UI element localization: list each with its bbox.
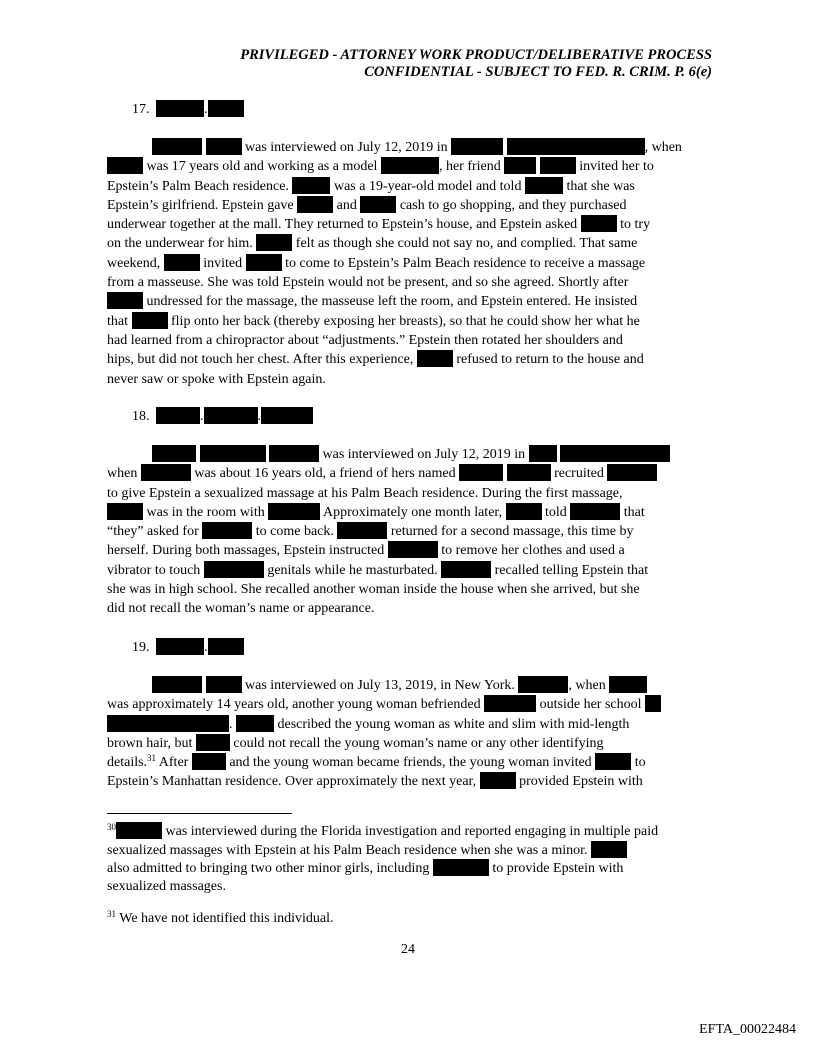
redaction-block <box>507 464 551 481</box>
redaction-block <box>297 196 333 213</box>
redaction-block <box>525 177 563 194</box>
text-segment: Epstein’s girlfriend. Epstein gave <box>107 197 294 213</box>
text-segment: brown hair, but <box>107 735 193 751</box>
redaction-block <box>507 138 645 155</box>
text-segment: when <box>107 466 138 482</box>
redaction-block <box>208 638 244 655</box>
text-segment: did not recall the woman’s name or appearance. <box>107 601 375 617</box>
text-segment: to provide Epstein with <box>492 861 624 876</box>
text-segment: felt as though she could not say no, and complied. That same <box>295 236 638 252</box>
footnote-30 <box>107 822 709 895</box>
section-18-heading: 18. . . <box>132 407 313 425</box>
text-segment: provided Epstein with <box>519 774 643 790</box>
text-segment: , her friend <box>438 159 501 175</box>
text-segment: was interviewed on July 13, 2019, in New York. <box>245 678 515 693</box>
redaction-block <box>388 541 438 558</box>
text-segment: that <box>623 504 645 520</box>
header-line-1: PRIVILEGED - ATTORNEY WORK PRODUCT/DELIBERATIVE PROCESS <box>240 47 712 63</box>
redaction-block <box>206 138 242 155</box>
redaction-block <box>441 561 491 578</box>
footnote-divider <box>107 813 292 814</box>
section-number: 18. <box>132 409 150 424</box>
text-segment: Epstein’s Manhattan residence. Over approximately the next year, <box>107 774 477 790</box>
redaction-block <box>164 254 200 271</box>
text-segment: to give Epstein a sexualized massage at his Palm Beach residence. During the first massage, <box>107 485 623 501</box>
text-segment: details. <box>107 755 148 771</box>
redaction-block <box>261 407 313 424</box>
text-segment: could not recall the young woman’s name or any other identifying <box>233 735 604 751</box>
text-segment: outside her school <box>539 697 642 713</box>
redaction-block <box>107 157 143 174</box>
redaction-block <box>156 100 204 117</box>
text-segment: on the underwear for him. <box>107 236 253 252</box>
redaction-block <box>141 464 191 481</box>
redaction-block <box>451 138 503 155</box>
redaction-block <box>132 312 168 329</box>
text-segment: recruited <box>554 466 604 482</box>
text-segment: was approximately 14 years old, another young woman befriended <box>107 697 481 713</box>
section-17-heading: 17. . <box>132 100 244 118</box>
text-segment: genitals while he masturbated. <box>267 562 438 578</box>
section-18-paragraph <box>107 445 709 619</box>
text-segment: undressed for the massage, the masseuse left the room, and Epstein entered. He insisted <box>146 294 638 310</box>
text-segment: that <box>107 313 128 329</box>
redaction-block <box>381 157 439 174</box>
section-19-heading: 19. . <box>132 638 244 656</box>
section-17-paragraph <box>107 138 709 389</box>
text-segment: flip onto her back (thereby exposing her breasts), so that he could show her what he <box>171 313 640 329</box>
redaction-block <box>107 715 229 732</box>
redaction-block <box>480 772 516 789</box>
bates-number: EFTA_00022484 <box>699 1022 796 1037</box>
redaction-block <box>192 753 226 770</box>
redaction-block <box>268 503 320 520</box>
section-19-paragraph: was interviewed on July 13, 2019, in New York. , when was approximately 14 years old, another young woman befriended outside her school . described the young woman as white and slim with mid-length brown hair, but could not recall the young woman’s name or any other identifying details.$^{31}$ After and the young woman became friends, the young woman invited to Epstein’s Manhattan residence. Over approximately the next year, provided Epstein with <box>107 676 709 792</box>
section-number: 19. <box>132 640 150 655</box>
redaction-block <box>337 522 387 539</box>
text-segment: sexualized massages. <box>107 878 226 894</box>
text-segment: that she was <box>566 178 635 194</box>
text-segment: to remove her clothes and used a <box>441 543 625 559</box>
header-line-2: CONFIDENTIAL - SUBJECT TO FED. R. CRIM. P. 6(e) <box>364 64 712 80</box>
text-segment: was interviewed on July 12, 2019 in <box>245 140 448 155</box>
redaction-block <box>269 445 319 462</box>
redaction-block <box>540 157 576 174</box>
redaction-block <box>433 859 489 876</box>
text-segment: returned for a second massage, this time by <box>390 524 634 540</box>
text-segment: told <box>545 504 567 520</box>
text-segment: sexualized massages with Epstein at his Palm Beach residence when she was a minor. <box>107 842 588 858</box>
text-segment: she was in high school. She recalled another woman inside the house when she arrived, but she <box>107 582 640 598</box>
text-segment: never saw or spoke with Epstein again. <box>107 371 326 387</box>
redaction-block <box>156 407 200 424</box>
redaction-block <box>459 464 503 481</box>
text-segment: to try <box>620 217 651 233</box>
text-segment: hips, but did not touch her chest. After this experience, <box>107 352 414 368</box>
text-segment: was interviewed during the Florida investigation and reported engaging in multiple paid <box>165 824 659 839</box>
redaction-block <box>116 822 162 839</box>
redaction-block <box>236 715 274 732</box>
redaction-block <box>570 503 620 520</box>
redaction-block <box>581 215 617 232</box>
redaction-block <box>246 254 282 271</box>
text-segment: described the young woman as white and slim with mid-length <box>277 716 630 732</box>
redaction-block <box>196 734 230 751</box>
redaction-block <box>360 196 396 213</box>
text-segment: to come to Epstein’s Palm Beach residence to receive a massage <box>285 255 646 271</box>
redaction-block <box>484 695 536 712</box>
text-segment: from a masseuse. She was told Epstein would not be present, and so she agreed. Shortly after <box>107 275 629 291</box>
privilege-header <box>240 47 712 81</box>
text-segment: was 17 years old and working as a model <box>146 159 378 175</box>
redaction-block <box>202 522 252 539</box>
footnote-31 <box>107 910 709 928</box>
redaction-block <box>206 676 242 693</box>
text-segment: Approximately one month later, <box>322 504 503 520</box>
section-number: 17. <box>132 102 150 117</box>
redaction-block <box>208 100 244 117</box>
redaction-block <box>200 445 266 462</box>
redaction-block <box>107 292 143 309</box>
text-segment: and the young woman became friends, the young woman invited <box>229 755 592 771</box>
text-segment: also admitted to bringing two other minor girls, including <box>107 861 430 876</box>
text-segment: cash to go shopping, and they purchased <box>399 197 627 213</box>
redaction-block <box>292 177 330 194</box>
text-segment: recalled telling Epstein that <box>494 562 649 578</box>
text-segment: weekend, <box>107 255 161 271</box>
redaction-block <box>204 407 258 424</box>
text-segment: to <box>634 755 646 771</box>
text-segment: “they” asked for <box>107 524 199 540</box>
text-segment: After <box>158 755 189 771</box>
text-segment: herself. During both massages, Epstein instructed <box>107 543 385 559</box>
footnote-ref-31: 31 <box>147 753 157 764</box>
redaction-block <box>607 464 657 481</box>
page-number: 24 <box>401 942 415 957</box>
redaction-block <box>560 445 670 462</box>
redaction-block <box>107 503 143 520</box>
redaction-block <box>152 676 202 693</box>
text-segment: , when <box>568 678 606 693</box>
redaction-block <box>204 561 264 578</box>
text-segment: vibrator to touch <box>107 562 201 578</box>
text-segment: invited her to <box>579 159 654 175</box>
redaction-block <box>156 638 204 655</box>
redaction-block <box>529 445 557 462</box>
redaction-block <box>645 695 661 712</box>
redaction-block <box>591 841 627 858</box>
text-segment: , when <box>644 140 682 155</box>
redaction-block <box>504 157 536 174</box>
text-segment: We have not identified this individual. <box>119 911 334 926</box>
text-segment: underwear together at the mall. They returned to Epstein’s house, and Epstein asked <box>107 217 578 233</box>
redaction-block <box>609 676 647 693</box>
text-segment: and <box>336 197 357 213</box>
text-segment: invited <box>203 255 243 271</box>
text-segment: was in the room with <box>146 504 265 520</box>
redaction-block <box>417 350 453 367</box>
footnote-number: 31 <box>107 909 116 919</box>
text-segment: was interviewed on July 12, 2019 in <box>322 447 526 462</box>
redaction-block <box>152 445 196 462</box>
text-segment: was about 16 years old, a friend of hers named <box>194 466 456 482</box>
redaction-block <box>152 138 202 155</box>
redaction-block <box>518 676 568 693</box>
redaction-block <box>595 753 631 770</box>
text-segment: had learned from a chiropractor about “adjustments.” Epstein then rotated her shoulders and <box>107 332 623 348</box>
text-segment: refused to return to the house and <box>456 352 644 368</box>
text-segment: Epstein’s Palm Beach residence. <box>107 178 289 194</box>
redaction-block <box>506 503 542 520</box>
footnote-number: 30 <box>107 822 116 832</box>
text-segment: was a 19-year-old model and told <box>333 178 522 194</box>
redaction-block <box>256 234 292 251</box>
text-segment: to come back. <box>255 524 334 540</box>
